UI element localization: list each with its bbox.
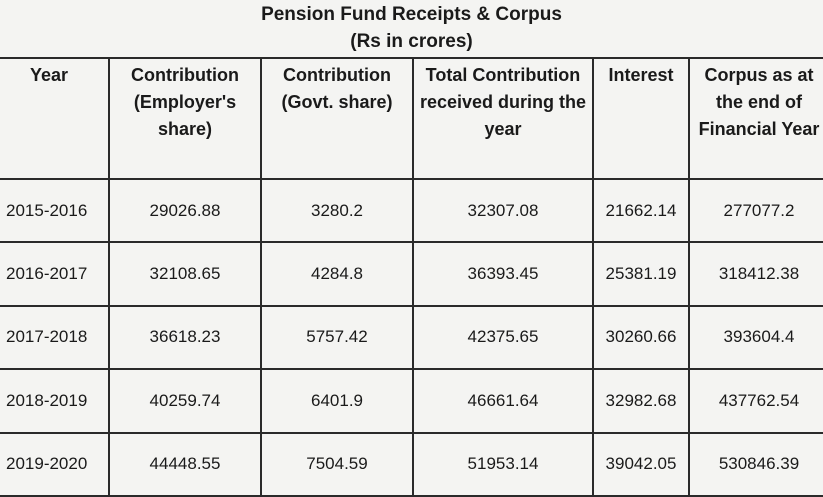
cell-year: 2017-2018 [0, 306, 109, 369]
table-row [0, 369, 823, 432]
header-row [0, 58, 823, 179]
header-employer-contribution: Contribution (Employer's share) [109, 58, 261, 179]
table-row [0, 306, 823, 369]
cell-total: 32307.08 [413, 179, 593, 242]
cell-corpus: 277077.2 [689, 179, 823, 242]
cell-corpus: 318412.38 [689, 242, 823, 305]
cell-employer: 44448.55 [109, 433, 261, 496]
cell-corpus: 437762.54 [689, 369, 823, 432]
cell-interest: 21662.14 [593, 179, 689, 242]
pension-fund-table [0, 57, 823, 497]
table-row [0, 179, 823, 242]
cell-govt: 7504.59 [261, 433, 413, 496]
header-total-contribution: Total Contribution received during the year [413, 58, 593, 179]
cell-year: 2016-2017 [0, 242, 109, 305]
header-year: Year [0, 58, 109, 179]
cell-govt: 4284.8 [261, 242, 413, 305]
cell-interest: 32982.68 [593, 369, 689, 432]
header-govt-contribution: Contribution (Govt. share) [261, 58, 413, 179]
table-subtitle: (Rs in crores) [350, 31, 473, 52]
table-title: Pension Fund Receipts & Corpus [261, 4, 562, 25]
cell-interest: 39042.05 [593, 433, 689, 496]
cell-employer: 29026.88 [109, 179, 261, 242]
cell-employer: 40259.74 [109, 369, 261, 432]
cell-employer: 36618.23 [109, 306, 261, 369]
table-row [0, 433, 823, 496]
cell-total: 42375.65 [413, 306, 593, 369]
header-interest: Interest [593, 58, 689, 179]
cell-govt: 5757.42 [261, 306, 413, 369]
cell-corpus: 530846.39 [689, 433, 823, 496]
cell-total: 36393.45 [413, 242, 593, 305]
cell-corpus: 393604.4 [689, 306, 823, 369]
cell-interest: 30260.66 [593, 306, 689, 369]
cell-total: 46661.64 [413, 369, 593, 432]
cell-govt: 3280.2 [261, 179, 413, 242]
cell-year: 2015-2016 [0, 179, 109, 242]
cell-year: 2018-2019 [0, 369, 109, 432]
header-corpus: Corpus as at the end of Financial Year [689, 58, 823, 179]
table-row [0, 242, 823, 305]
cell-employer: 32108.65 [109, 242, 261, 305]
cell-govt: 6401.9 [261, 369, 413, 432]
cell-year: 2019-2020 [0, 433, 109, 496]
cell-interest: 25381.19 [593, 242, 689, 305]
cell-total: 51953.14 [413, 433, 593, 496]
